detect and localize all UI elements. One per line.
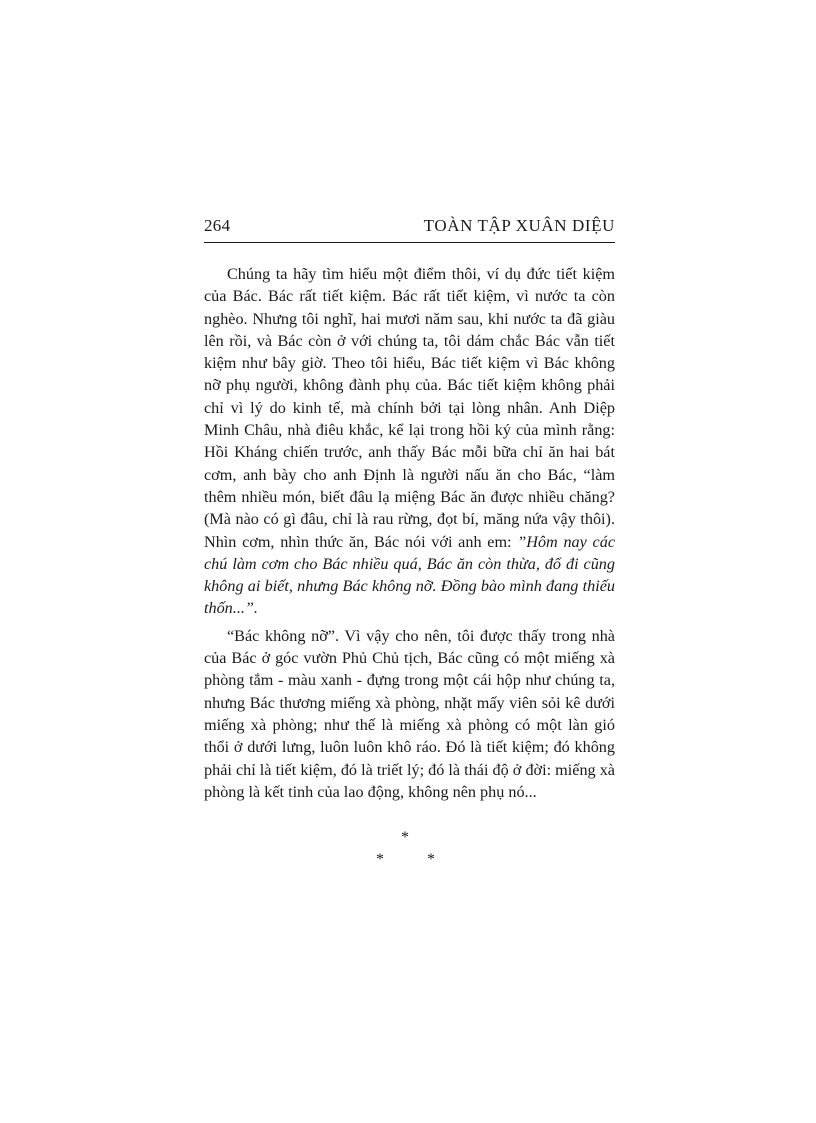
body-text bbox=[204, 263, 615, 803]
asterism-star-right: * bbox=[427, 851, 435, 868]
page-header bbox=[204, 214, 615, 243]
paragraph-1-text: Chúng ta hãy tìm hiểu một điểm thôi, ví dụ đức tiết kiệm của Bác. Bác rất tiết kiệm. Bác rất tiết kiệm, vì nước ta còn nghèo. Nhưng tôi nghĩ, hai mươi năm sau, khi nước ta đã giàu lên rồi, và Bác còn ở với chúng ta, tôi dám chắc Bác vẫn tiết kiệm như bây giờ. Theo tôi hiểu, Bác tiết kiệm vì Bác không nỡ phụ người, không đành phụ của. Bác tiết kiệm không phải chỉ vì lý do kinh tế, mà chính bởi tại lòng nhân. Anh Diệp Minh Châu, nhà điêu khắc, kể lại trong hồi ký của mình rằng: Hồi Kháng chiến trước, anh thấy Bác mỗi bữa chỉ ăn hai bát cơm, anh bày cho anh Định là người nấu ăn cho Bác, “làm thêm nhiều món, biết đâu lạ miệng Bác ăn được nhiều chăng? (Mà nào có gì đâu, chỉ là rau rừng, đọt bí, măng nứa vậy thôi). Nhìn cơm, nhìn thức ăn, Bác nói với anh em: bbox=[204, 265, 615, 551]
asterism-star-left: * bbox=[376, 851, 384, 868]
running-title: TOÀN TẬP XUÂN DIỆU bbox=[423, 216, 615, 235]
paragraph-2: “Bác không nỡ”. Vì vậy cho nên, tôi được thấy trong nhà của Bác ở góc vườn Phủ Chủ tịch, Bác cũng có một miếng xà phòng tắm - màu xanh - đựng trong một cái hộp như chúng ta, nhưng Bác thương miếng xà phòng, nhặt mấy viên sỏi kê dưới miếng xà phòng; như thế là miếng xà phòng có một làn gió thổi ở dưới lưng, luôn luôn khô ráo. Đó là tiết kiệm; đó không phải chỉ là tiết kiệm, đó là triết lý; đó là thái độ ở đời: miếng xà phòng là kết tinh của lao động, không nên phụ nó... bbox=[204, 626, 615, 801]
asterism-star-top: * bbox=[401, 829, 409, 846]
paragraph-1 bbox=[204, 263, 615, 620]
page-number: 264 bbox=[204, 216, 231, 235]
paragraph-1-quote: ”Hôm nay các chú làm cơm cho Bác nhiều quá, Bác ăn còn thừa, đổ đi cũng không ai biết, nhưng Bác không nỡ. Đồng bào mình đang thiếu thốn...”. bbox=[204, 532, 615, 618]
